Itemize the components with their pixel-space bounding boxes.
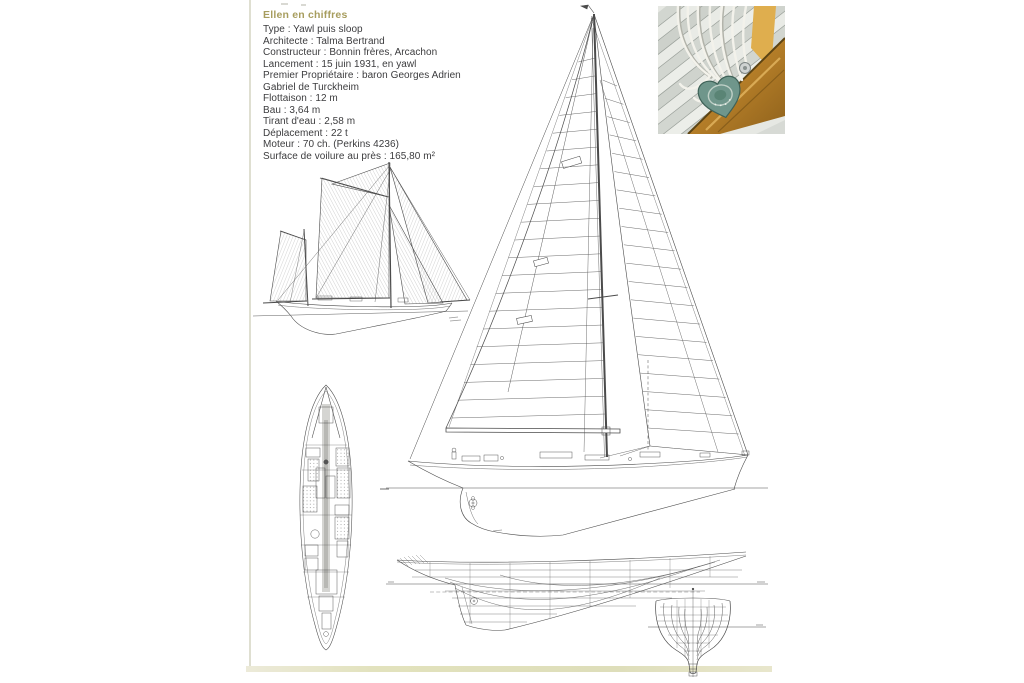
profile-waterlines: [412, 570, 742, 622]
sloop-masthead-fly: [588, 5, 594, 13]
spec-line-beam: Bau : 3,64 m: [263, 104, 321, 116]
sloop-keel-profile: [460, 488, 735, 536]
sloop-shroud: [584, 28, 593, 452]
spec-line-type: Type : Yawl puis sloop: [263, 24, 363, 35]
spec-line-waterline: Flottaison : 12 m: [263, 93, 338, 105]
spec-line-architect: Architecte : Talma Bertrand: [263, 35, 385, 47]
spec-line-displacement: Déplacement : 22 t: [263, 127, 348, 139]
profile-keel-bottom: [466, 625, 505, 630]
yawl-signature-mark: [449, 317, 461, 321]
sloop-main-boom: [446, 428, 620, 433]
sloop-cove-line: [410, 457, 747, 469]
sloop-deck-fittings: [452, 448, 749, 461]
sloop-sheer-line: [408, 455, 748, 466]
spec-line-sail-area: Surface de voilure au près : 165,80 m²: [263, 151, 435, 163]
sloop-stem-profile: [734, 455, 748, 489]
sloop-counter-profile: [408, 461, 463, 488]
sloop-topping-lift: [449, 14, 594, 427]
hull-lines-profile-drawing: [386, 552, 768, 630]
sloop-propeller: [469, 499, 477, 507]
sloop-mast: [594, 14, 607, 457]
sloop-mainsail-leech: [446, 14, 594, 428]
profile-sheer-line: [397, 552, 746, 562]
sloop-forestay: [594, 14, 748, 455]
spec-line-first-owner-2: Gabriel de Turckheim: [263, 81, 360, 93]
yawl-sail-plan-drawing: [253, 162, 470, 334]
sloop-jib-seams: [603, 80, 739, 434]
specifications-title: Ellen en chiffres: [263, 9, 348, 21]
yawl-mainsail: [316, 178, 389, 298]
profile-forefoot-run: [505, 556, 746, 630]
sloop-rig-blocks: [517, 156, 582, 324]
spec-line-engine: Moteur : 70 ch. (Perkins 4236): [263, 139, 400, 151]
spec-line-draft: Tirant d'eau : 2,58 m: [263, 116, 356, 128]
yawl-stern-profile: [276, 301, 291, 316]
sloop-jib-foot: [650, 446, 748, 455]
spec-line-first-owner: Premier Propriétaire : baron Georges Adrien: [263, 70, 461, 82]
profile-propeller: [471, 598, 478, 605]
deck-plan-drawing: [300, 385, 389, 650]
sloop-inner-forestay: [600, 80, 718, 452]
profile-buttock-lines: [445, 560, 720, 610]
profile-station-lines: [430, 556, 710, 629]
yawl-mizzen-sail: [270, 231, 306, 301]
body-plan-drawing: [648, 588, 766, 677]
spec-line-builder: Constructeur : Bonnin frères, Arcachon: [263, 47, 438, 59]
sloop-backstay: [410, 14, 594, 459]
spec-line-launch: Lancement : 15 juin 1931, en yawl: [263, 58, 417, 70]
